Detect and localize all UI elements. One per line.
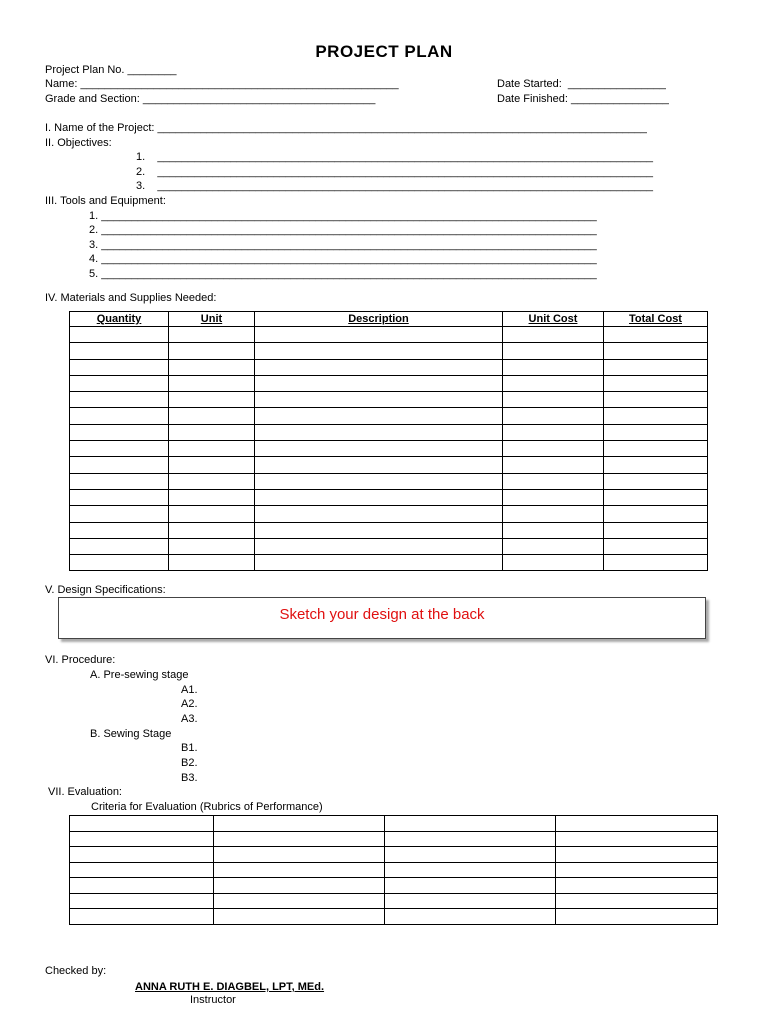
tool-line[interactable]: 2. _________________________________________________________________________________: [89, 224, 597, 236]
table-row: [70, 506, 708, 522]
table-cell[interactable]: [556, 831, 718, 847]
table-cell[interactable]: [604, 327, 708, 343]
table-cell[interactable]: [70, 424, 169, 440]
evaluation-heading: VII. Evaluation:: [48, 786, 122, 798]
table-cell[interactable]: [556, 847, 718, 863]
table-cell[interactable]: [503, 457, 604, 473]
table-cell[interactable]: [169, 441, 255, 457]
procedure-step: A1.: [181, 684, 198, 696]
table-cell[interactable]: [214, 878, 385, 894]
evaluation-table-body: [70, 816, 718, 925]
tool-line[interactable]: 1. _________________________________________________________________________________: [89, 210, 597, 222]
date-finished-field[interactable]: Date Finished: ________________: [497, 93, 669, 105]
table-row: [70, 424, 708, 440]
table-cell[interactable]: [604, 424, 708, 440]
table-cell[interactable]: [255, 392, 503, 408]
evaluation-table: [69, 815, 718, 925]
table-cell[interactable]: [214, 862, 385, 878]
table-row: [70, 457, 708, 473]
table-cell[interactable]: [255, 506, 503, 522]
table-cell[interactable]: [255, 457, 503, 473]
table-cell[interactable]: [169, 522, 255, 538]
table-cell[interactable]: [70, 816, 214, 832]
tool-line[interactable]: 4. _________________________________________________________________________________: [89, 253, 597, 265]
table-cell[interactable]: [255, 555, 503, 571]
table-cell[interactable]: [503, 522, 604, 538]
table-cell[interactable]: [604, 343, 708, 359]
table-cell[interactable]: [70, 862, 214, 878]
table-cell[interactable]: [255, 327, 503, 343]
table-cell[interactable]: [169, 506, 255, 522]
table-cell[interactable]: [70, 343, 169, 359]
table-cell[interactable]: [503, 489, 604, 505]
table-cell[interactable]: [70, 538, 169, 554]
table-cell[interactable]: [255, 424, 503, 440]
table-cell[interactable]: [214, 847, 385, 863]
table-cell[interactable]: [604, 506, 708, 522]
table-cell[interactable]: [503, 555, 604, 571]
table-row: [70, 862, 718, 878]
table-cell[interactable]: [214, 831, 385, 847]
table-cell[interactable]: [70, 327, 169, 343]
project-name-field[interactable]: I. Name of the Project: ________________________________________________________________________________: [45, 122, 647, 134]
objectives-heading: II. Objectives:: [45, 137, 112, 149]
table-cell[interactable]: [385, 878, 556, 894]
signer-name: ANNA RUTH E. DIAGBEL, LPT, MEd.: [135, 981, 325, 993]
procedure-stage-b: B. Sewing Stage: [90, 728, 172, 740]
table-cell[interactable]: [70, 473, 169, 489]
table-cell[interactable]: [214, 816, 385, 832]
table-row: [70, 878, 718, 894]
table-cell[interactable]: [70, 489, 169, 505]
column-header-unit: Unit: [169, 312, 255, 327]
table-row: [70, 343, 708, 359]
table-cell[interactable]: [70, 555, 169, 571]
table-row: [70, 359, 708, 375]
design-sketch-box: [58, 597, 706, 639]
table-cell[interactable]: [70, 909, 214, 925]
table-row: [70, 847, 718, 863]
table-cell[interactable]: [214, 909, 385, 925]
table-row: [70, 441, 708, 457]
table-cell[interactable]: [556, 816, 718, 832]
materials-table: [69, 311, 708, 571]
name-field[interactable]: Name: ____________________________________________________: [45, 78, 399, 90]
table-cell[interactable]: [604, 392, 708, 408]
table-cell[interactable]: [255, 489, 503, 505]
table-cell[interactable]: [70, 359, 169, 375]
table-cell[interactable]: [604, 457, 708, 473]
table-cell[interactable]: [604, 489, 708, 505]
grade-section-field[interactable]: Grade and Section: ______________________________________: [45, 93, 376, 105]
table-row: [70, 408, 708, 424]
table-cell[interactable]: [169, 359, 255, 375]
table-cell[interactable]: [169, 538, 255, 554]
table-row: [70, 392, 708, 408]
table-cell[interactable]: [556, 862, 718, 878]
procedure-step: B1.: [181, 742, 198, 754]
table-cell[interactable]: [604, 441, 708, 457]
table-cell[interactable]: [503, 538, 604, 554]
sketch-note: Sketch your design at the back: [279, 606, 485, 623]
table-cell[interactable]: [385, 862, 556, 878]
table-cell[interactable]: [169, 473, 255, 489]
tool-line[interactable]: 5. _________________________________________________________________________________: [89, 268, 597, 280]
table-cell[interactable]: [385, 816, 556, 832]
procedure-step: A2.: [181, 698, 198, 710]
table-row: [70, 473, 708, 489]
table-cell[interactable]: [255, 441, 503, 457]
table-cell[interactable]: [214, 893, 385, 909]
table-cell[interactable]: [70, 392, 169, 408]
table-cell[interactable]: [604, 538, 708, 554]
table-row: [70, 816, 718, 832]
checked-by-label: Checked by:: [45, 965, 107, 977]
design-heading: V. Design Specifications:: [45, 584, 166, 596]
materials-table-body: [70, 327, 708, 571]
column-header-total-cost: Total Cost: [604, 312, 708, 327]
table-row: [70, 555, 708, 571]
objective-line[interactable]: 3. _________________________________________________________________________________: [136, 180, 653, 192]
table-cell[interactable]: [70, 893, 214, 909]
table-cell[interactable]: [255, 473, 503, 489]
table-cell[interactable]: [503, 408, 604, 424]
table-row: [70, 375, 708, 391]
table-cell[interactable]: [255, 343, 503, 359]
table-cell[interactable]: [385, 893, 556, 909]
table-row: [70, 538, 708, 554]
objective-line[interactable]: 1. _________________________________________________________________________________: [136, 151, 653, 163]
table-cell[interactable]: [503, 473, 604, 489]
column-header-quantity: Quantity: [70, 312, 169, 327]
table-cell[interactable]: [70, 847, 214, 863]
table-cell[interactable]: [604, 522, 708, 538]
project-plan-no-field[interactable]: Project Plan No. ________: [45, 64, 177, 76]
table-cell[interactable]: [255, 375, 503, 391]
table-cell[interactable]: [169, 343, 255, 359]
table-cell[interactable]: [169, 392, 255, 408]
procedure-step: B2.: [181, 757, 198, 769]
table-cell[interactable]: [604, 408, 708, 424]
table-cell[interactable]: [503, 359, 604, 375]
tools-heading: III. Tools and Equipment:: [45, 195, 166, 207]
table-cell[interactable]: [385, 909, 556, 925]
page-title: PROJECT PLAN: [315, 42, 453, 61]
tool-line[interactable]: 3. _________________________________________________________________________________: [89, 239, 597, 251]
table-cell[interactable]: [385, 831, 556, 847]
table-cell[interactable]: [169, 457, 255, 473]
table-cell[interactable]: [70, 457, 169, 473]
table-cell[interactable]: [503, 375, 604, 391]
procedure-stage-a: A. Pre-sewing stage: [90, 669, 189, 681]
table-cell[interactable]: [70, 878, 214, 894]
table-row: [70, 831, 718, 847]
table-cell[interactable]: [604, 555, 708, 571]
table-cell[interactable]: [169, 327, 255, 343]
table-cell[interactable]: [556, 909, 718, 925]
table-row: [70, 489, 708, 505]
signer-role: Instructor: [190, 994, 236, 1006]
materials-heading: IV. Materials and Supplies Needed:: [45, 292, 217, 304]
objective-line[interactable]: 2. _________________________________________________________________________________: [136, 166, 653, 178]
table-cell[interactable]: [556, 878, 718, 894]
table-cell[interactable]: [70, 375, 169, 391]
table-cell[interactable]: [70, 522, 169, 538]
table-cell[interactable]: [169, 489, 255, 505]
table-cell[interactable]: [503, 506, 604, 522]
table-row: [70, 327, 708, 343]
table-cell[interactable]: [70, 441, 169, 457]
table-cell[interactable]: [503, 392, 604, 408]
table-cell[interactable]: [255, 408, 503, 424]
table-cell[interactable]: [604, 359, 708, 375]
table-cell[interactable]: [503, 327, 604, 343]
table-cell[interactable]: [70, 831, 214, 847]
procedure-step: B3.: [181, 772, 198, 784]
table-cell[interactable]: [604, 473, 708, 489]
table-cell[interactable]: [503, 441, 604, 457]
column-header-unit-cost: Unit Cost: [503, 312, 604, 327]
table-cell[interactable]: [385, 847, 556, 863]
table-cell[interactable]: [169, 424, 255, 440]
table-cell[interactable]: [604, 375, 708, 391]
table-cell[interactable]: [255, 359, 503, 375]
table-cell[interactable]: [70, 506, 169, 522]
table-cell[interactable]: [255, 522, 503, 538]
table-cell[interactable]: [169, 375, 255, 391]
table-row: [70, 522, 708, 538]
evaluation-subheading: Criteria for Evaluation (Rubrics of Performance): [91, 801, 323, 813]
table-row: [70, 893, 718, 909]
table-cell[interactable]: [169, 555, 255, 571]
table-cell[interactable]: [503, 424, 604, 440]
table-row: [70, 909, 718, 925]
table-cell[interactable]: [503, 343, 604, 359]
date-started-field[interactable]: Date Started: ________________: [497, 78, 666, 90]
table-cell[interactable]: [556, 893, 718, 909]
procedure-step: A3.: [181, 713, 198, 725]
column-header-description: Description: [255, 312, 503, 327]
table-cell[interactable]: [70, 408, 169, 424]
table-cell[interactable]: [255, 538, 503, 554]
procedure-heading: VI. Procedure:: [45, 654, 116, 666]
table-cell[interactable]: [169, 408, 255, 424]
